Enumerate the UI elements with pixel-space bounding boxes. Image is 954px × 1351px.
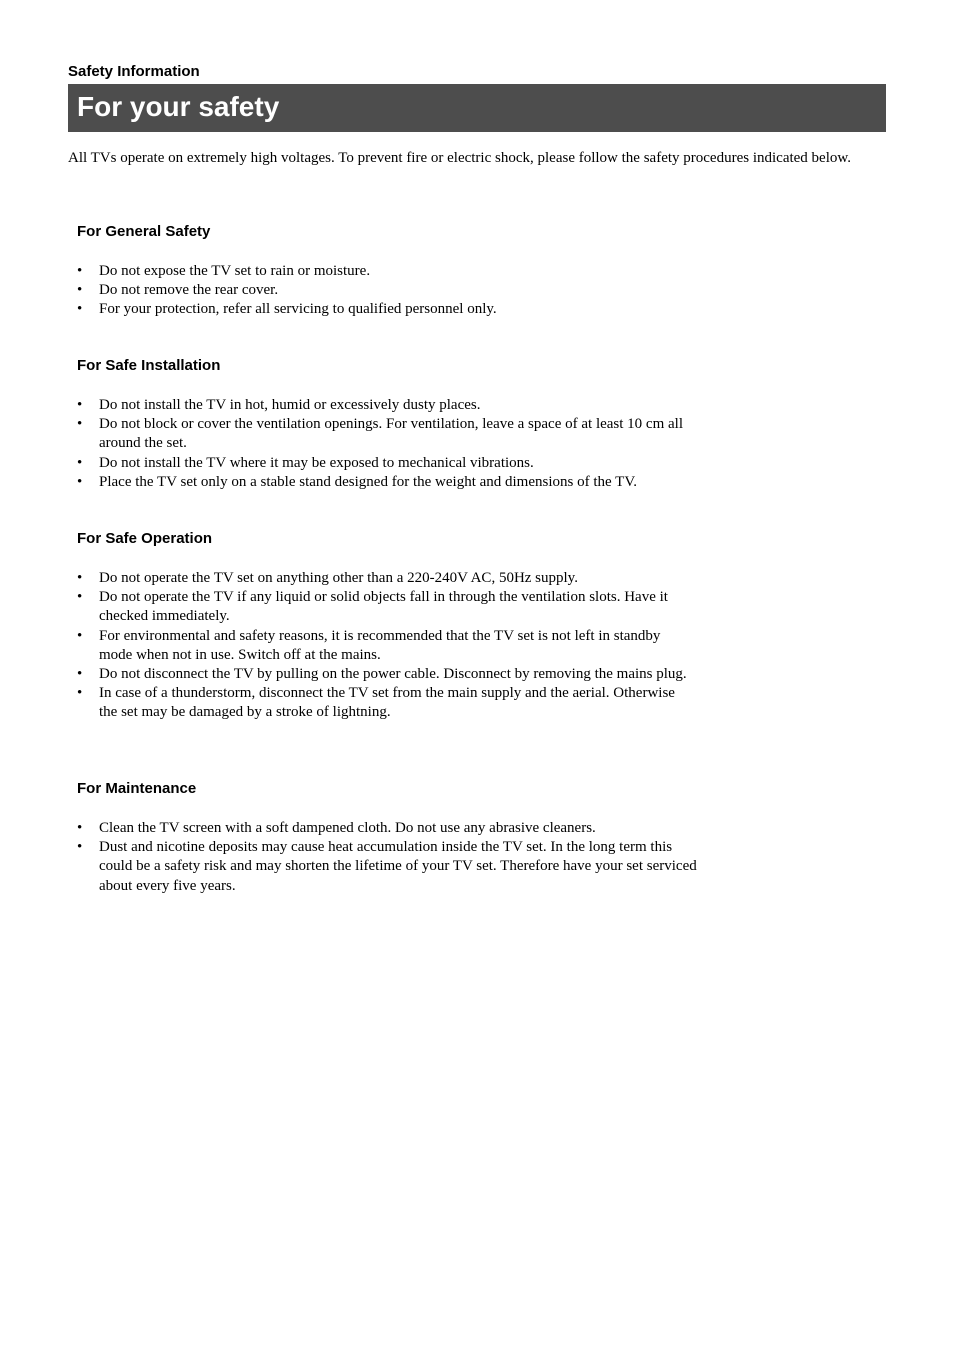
section-general-safety <box>77 223 697 320</box>
bullet-icon: • <box>77 263 83 279</box>
list-item <box>77 627 697 665</box>
list-item-text: Clean the TV screen with a soft dampened cloth. Do not use any abrasive cleaners. <box>99 820 596 836</box>
list-item-text: Do not operate the TV set on anything other than a 220-240V AC, 50Hz supply. <box>99 570 578 586</box>
list-item-text: In case of a thunderstorm, disconnect the TV set from the main supply and the aerial. Otherwise the set may be damaged by a stroke of lightning. <box>99 685 675 721</box>
list-item <box>77 454 697 473</box>
bullet-icon: • <box>77 282 83 299</box>
list-item <box>77 473 697 492</box>
list-item <box>77 415 697 453</box>
bullet-icon: • <box>77 589 83 606</box>
list-item-text: Do not install the TV in hot, humid or excessively dusty places. <box>99 397 481 413</box>
list-item <box>77 262 697 281</box>
list-item <box>77 300 697 319</box>
list-item-text: For your protection, refer all servicing to qualified personnel only. <box>99 301 497 318</box>
bullet-icon: • <box>77 627 83 644</box>
list-item-text: Place the TV set only on a stable stand designed for the weight and dimensions of the TV. <box>99 473 637 490</box>
list-item-text: Do not block or cover the ventilation openings. For ventilation, leave a space of at least 10 cm all around the set. <box>99 416 683 452</box>
list-item <box>77 281 697 300</box>
section-heading: For Maintenance <box>77 780 197 797</box>
bullet-icon: • <box>77 416 83 433</box>
bullet-list <box>77 569 697 723</box>
bullet-list <box>77 819 697 896</box>
list-item <box>77 569 697 588</box>
bullet-icon: • <box>77 570 83 586</box>
section-heading: For Safe Installation <box>77 357 221 374</box>
list-item <box>77 665 697 684</box>
list-item <box>77 819 697 838</box>
list-item-text: Do not disconnect the TV by pulling on the power cable. Disconnect by removing the mains plug. <box>99 666 687 683</box>
list-item-text: For environmental and safety reasons, it is recommended that the TV set is not left in standby mode when not in use. Switch off at the mains. <box>99 627 661 663</box>
list-item-text: Do not remove the rear cover. <box>99 282 279 299</box>
section-maintenance <box>77 780 697 896</box>
bullet-icon: • <box>77 666 83 683</box>
bullet-icon: • <box>77 454 83 471</box>
title-bar <box>68 84 886 132</box>
bullet-icon: • <box>77 685 83 702</box>
section-safe-installation <box>77 357 697 492</box>
section-heading: For Safe Operation <box>77 530 213 547</box>
bullet-icon: • <box>77 397 83 413</box>
bullet-icon: • <box>77 820 83 836</box>
bullet-icon: • <box>77 839 83 856</box>
list-item <box>77 684 697 722</box>
list-item <box>77 838 697 896</box>
list-item-text: Dust and nicotine deposits may cause heat accumulation inside the TV set. In the long term this could be a safety risk and may shorten the lifetime of your TV set. Therefore have your set serviced about every five years. <box>99 839 697 894</box>
page-title: For your safety <box>77 91 280 122</box>
section-safe-operation <box>77 530 697 723</box>
intro-paragraph: All TVs operate on extremely high voltages. To prevent fire or electric shock, please follow the safety procedures indicated below. <box>68 150 851 166</box>
list-item-text: Do not expose the TV set to rain or moisture. <box>99 263 371 279</box>
bullet-list <box>77 262 697 320</box>
section-heading: For General Safety <box>77 223 211 240</box>
bullet-icon: • <box>77 301 83 318</box>
list-item-text: Do not install the TV where it may be exposed to mechanical vibrations. <box>99 454 534 471</box>
list-item-text: Do not operate the TV if any liquid or solid objects fall in through the ventilation slots. Have it checked immediately. <box>99 589 668 625</box>
bullet-icon: • <box>77 473 83 490</box>
section-label: Safety Information <box>68 63 200 80</box>
list-item <box>77 588 697 626</box>
bullet-list <box>77 396 697 492</box>
list-item <box>77 396 697 415</box>
